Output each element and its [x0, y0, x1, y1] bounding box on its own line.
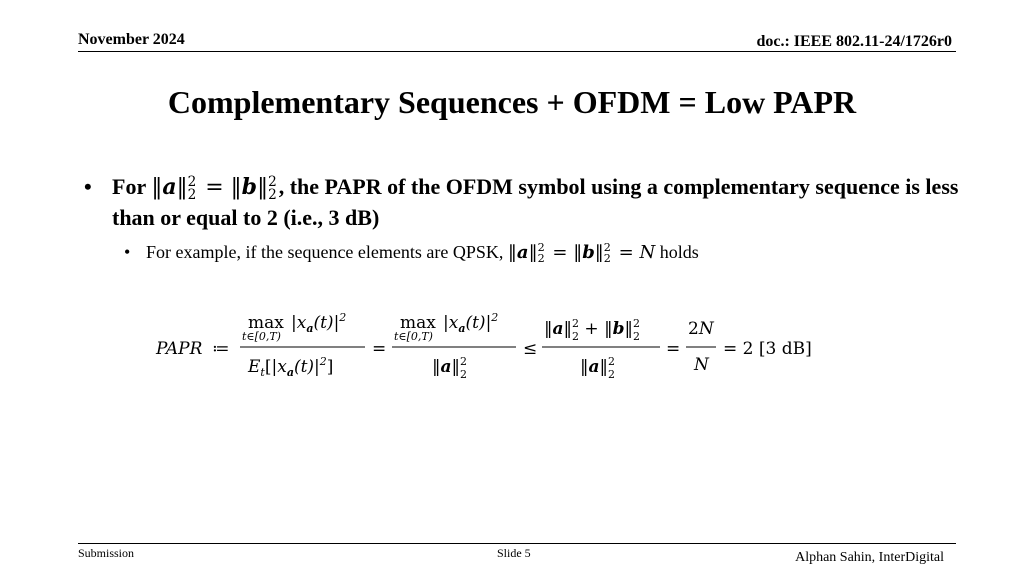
bullet-2-suffix: holds — [659, 242, 699, 262]
eq-define-sign: ≔ — [212, 339, 230, 359]
eq-frac1-interval: t∈[0,T) — [242, 330, 281, 343]
eq-papr-symbol: PAPR — [156, 339, 203, 359]
eq-frac1-denominator: $E_t[|x_a(t)|^2]$ — [248, 355, 334, 379]
header-date: November 2024 — [78, 31, 185, 48]
footer-divider — [78, 543, 956, 544]
eq-frac3-numerator: ‖a‖$^2$ 2 + ‖b‖$^2$ 2 — [544, 317, 640, 343]
eq-frac2-max: max — [400, 313, 436, 333]
eq-equals-1: = — [372, 339, 387, 359]
eq-frac1-max: max — [248, 313, 284, 333]
footer-submission: Submission — [78, 546, 135, 560]
bullet-1-body: the PAPR of the OFDM symbol using a complementary sequence is less than or equal to 2 (i.e., 3 dB) — [112, 174, 959, 230]
eq-frac1-numerator: $|x_a(t)|^2$ — [291, 311, 347, 335]
eq-frac4-denominator: N — [694, 355, 709, 375]
header-doc-id: doc.: IEEE 802.11-24/1726r0 — [756, 33, 952, 50]
papr-equation — [150, 300, 850, 390]
footer-slide-number: Slide 5 — [497, 546, 531, 560]
bullet-2-norm-equality: ‖a‖ 2 2 = ‖b‖ 2 2 = N — [507, 241, 656, 265]
eq-result: = 2 [3 dB] — [723, 339, 812, 359]
bullet-1-marker: • — [84, 174, 92, 199]
eq-frac2-numerator: $|x_a(t)|^2$ — [443, 311, 499, 335]
footer-author: Alphan Sahin, InterDigital — [795, 550, 944, 565]
slide-title: Complementary Sequences + OFDM = Low PAPR — [167, 84, 857, 120]
bullet-1-text — [112, 172, 962, 233]
eq-frac3-denominator: ‖a‖$^2$ 2 — [580, 355, 616, 381]
bullet-2-prefix: For example, if the sequence elements are QPSK, — [146, 242, 504, 262]
eq-frac4-numerator: 2N — [688, 319, 714, 339]
eq-equals-2: = — [666, 339, 681, 359]
eq-frac2-denominator: ‖a‖$^2$ 2 — [432, 355, 468, 381]
bullet-1-norm-equality: ‖a‖ 2 2 = ‖b‖ 2 2 , — [151, 174, 285, 203]
bullet-2-text — [146, 240, 699, 265]
bullet-2-marker: • — [124, 242, 131, 262]
eq-leq: ≤ — [523, 339, 538, 359]
header-divider — [78, 51, 956, 52]
eq-frac2-interval: t∈[0,T) — [394, 330, 433, 343]
bullet-1-prefix: For — [112, 174, 146, 199]
